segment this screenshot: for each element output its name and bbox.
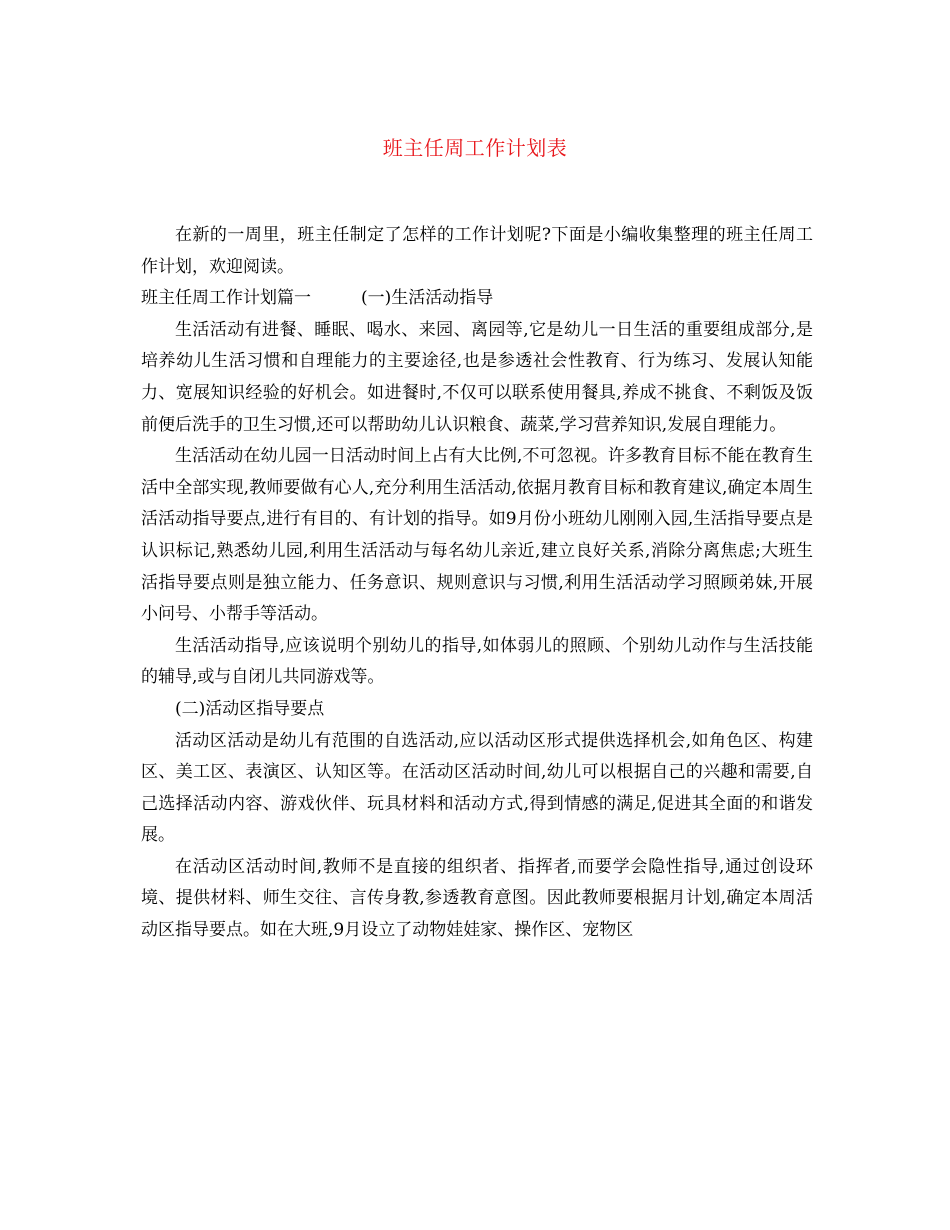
subsection-heading-2: (二)活动区指导要点 (175, 698, 325, 719)
section-heading: 班主任周工作计划篇一 (141, 288, 311, 309)
section-heading-line (141, 283, 813, 315)
paragraph-2: 生活活动在幼儿园一日活动时间上占有大比例,不可忽视。许多教育目标不能在教育生活中全部实现,教师要做有心人,充分利用生活活动,依据月教育目标和教育建议,确定本周生活活动指导要点,进行有目的、有计划的指导。如9月份小班幼儿刚刚入园,生活指导要点是认识标记,熟悉幼儿园,利用生活活动与每名幼儿亲近,建立良好关系,消除分离焦虑;大班生活指导要点则是独立能力、任务意识、规则意识与习惯,利用生活活动学习照顾弟妹,开展小问号、小帮手等活动。 (141, 446, 813, 625)
document-body (141, 220, 813, 947)
subsection-heading-1: (一)生活活动指导 (361, 288, 494, 309)
paragraph-5: 在活动区活动时间,教师不是直接的组织者、指挥者,而要学会隐性指导,通过创设环境、提供材料、师生交往、言传身教,参透教育意图。因此教师要根据月计划,确定本周活动区指导要点。如在大班,9月设立了动物娃娃家、操作区、宠物区 (141, 856, 813, 941)
document-title: 班主任周工作计划表 (382, 136, 568, 160)
intro-paragraph: 在新的一周里，班主任制定了怎样的工作计划呢?下面是小编收集整理的班主任周工作计划，欢迎阅读。 (141, 225, 813, 277)
paragraph-3: 生活活动指导,应该说明个别幼儿的指导,如体弱儿的照顾、个别幼儿动作与生活技能的辅导,或与自闭儿共同游戏等。 (141, 635, 813, 688)
paragraph-4: 活动区活动是幼儿有范围的自选活动,应以活动区形式提供选择机会,如角色区、构建区、美工区、表演区、认知区等。在活动区活动时间,幼儿可以根据自己的兴趣和需要,自己选择活动内容、游戏伙伴、玩具材料和活动方式,得到情感的满足,促进其全面的和谐发展。 (141, 730, 813, 846)
paragraph-1: 生活活动有进餐、睡眠、喝水、来园、离园等,它是幼儿一日生活的重要组成部分,是培养幼儿生活习惯和自理能力的主要途径,也是参透社会性教育、行为练习、发展认知能力、宽展知识经验的好机会。如进餐时,不仅可以联系使用餐具,养成不挑食、不剩饭及饭前便后洗手的卫生习惯,还可以帮助幼儿认识粮食、蔬菜,学习营养知识,发展自理能力。 (141, 319, 813, 435)
